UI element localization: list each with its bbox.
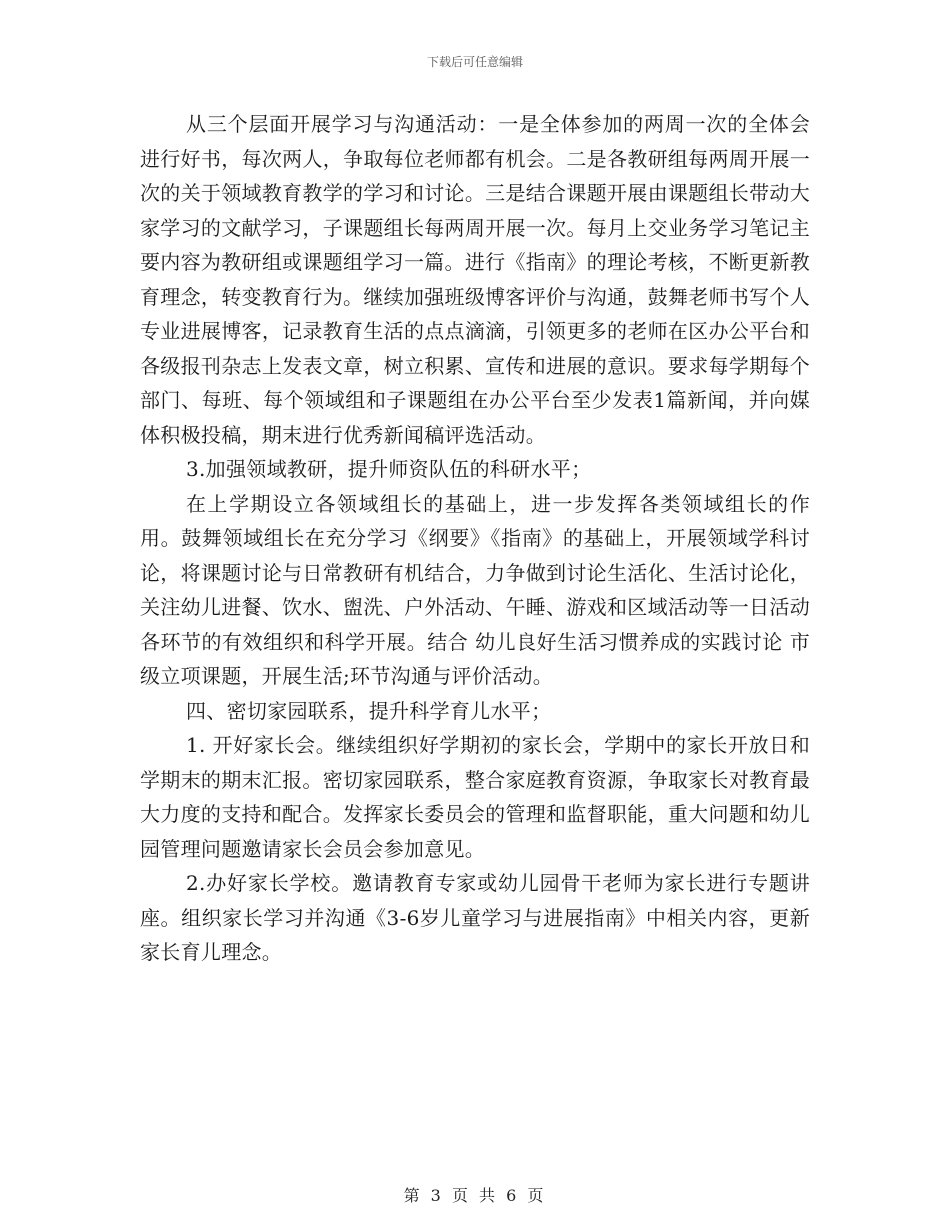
paragraph-parent-meeting: 1. 开好家长会。继续组织好学期初的家长会，学期中的家长开放日和学期末的期末汇报。密切家园联系，整合家庭教育资源，争取家长对教育最大力度的支持和配合。发挥家长委员会的管理和监督职能，重大问题和幼儿园管理问题邀请家长会员会参加意见。 xyxy=(140,733,810,861)
paragraph-parent-school: 2.办好家长学校。邀请教育专家或幼儿园骨干老师为家长进行专题讲座。组织家长学习并沟通《3-6岁儿童学习与进展指南》中相关内容，更新家长育儿理念。 xyxy=(140,871,810,964)
paragraph-domain-research: 在上学期设立各领域组长的基础上，进一步发挥各类领域组长的作用。鼓舞领域组长在充分学习《纲要》《指南》的基础上，开展领域学科讨论，将课题讨论与日常教研有机结合，力争做到讨论生活化、生活讨论化，关注幼儿进餐、饮水、盥洗、户外活动、午睡、游戏和区域活动等一日活动各环节的有效组织和科学开展。结合 幼儿良好生活习惯养成的实践讨论 市级立项课题，开展生活;环节沟通与评价活动。 xyxy=(140,491,810,688)
paragraph-heading-4: 四、密切家园联系，提升科学育儿水平； xyxy=(186,698,552,723)
paragraph-study-activities: 从三个层面开展学习与沟通活动：一是全体参加的两周一次的全体会进行好书，每次两人，争取每位老师都有机会。二是各教研组每两周开展一次的关于领域教育教学的学习和讨论。三是结合课题开展由课题组长带动大家学习的文献学习，子课题组长每两周开展一次。每月上交业务学习笔记主要内容为教研组或课题组学习一篇。进行《指南》的理论考核，不断更新教育理念，转变教育行为。继续加强班级博客评价与沟通，鼓舞老师书写个人专业进展博客，记录教育生活的点点滴滴，引领更多的老师在区办公平台和各级报刊杂志上发表文章，树立积累、宣传和进展的意识。要求每学期每个部门、每班、每个领域组和子课题组在办公平台至少发表1篇新闻，并向媒体积极投稿，期末进行优秀新闻稿评选活动。 xyxy=(140,112,810,447)
page-number-footer: 第 3 页 共 6 页 xyxy=(403,1186,547,1205)
paragraph-heading-3: 3.加强领域教研，提升师资队伍的科研水平； xyxy=(186,457,592,481)
document-body xyxy=(140,107,810,970)
page-header: 下载后可任意编辑 xyxy=(426,55,523,69)
